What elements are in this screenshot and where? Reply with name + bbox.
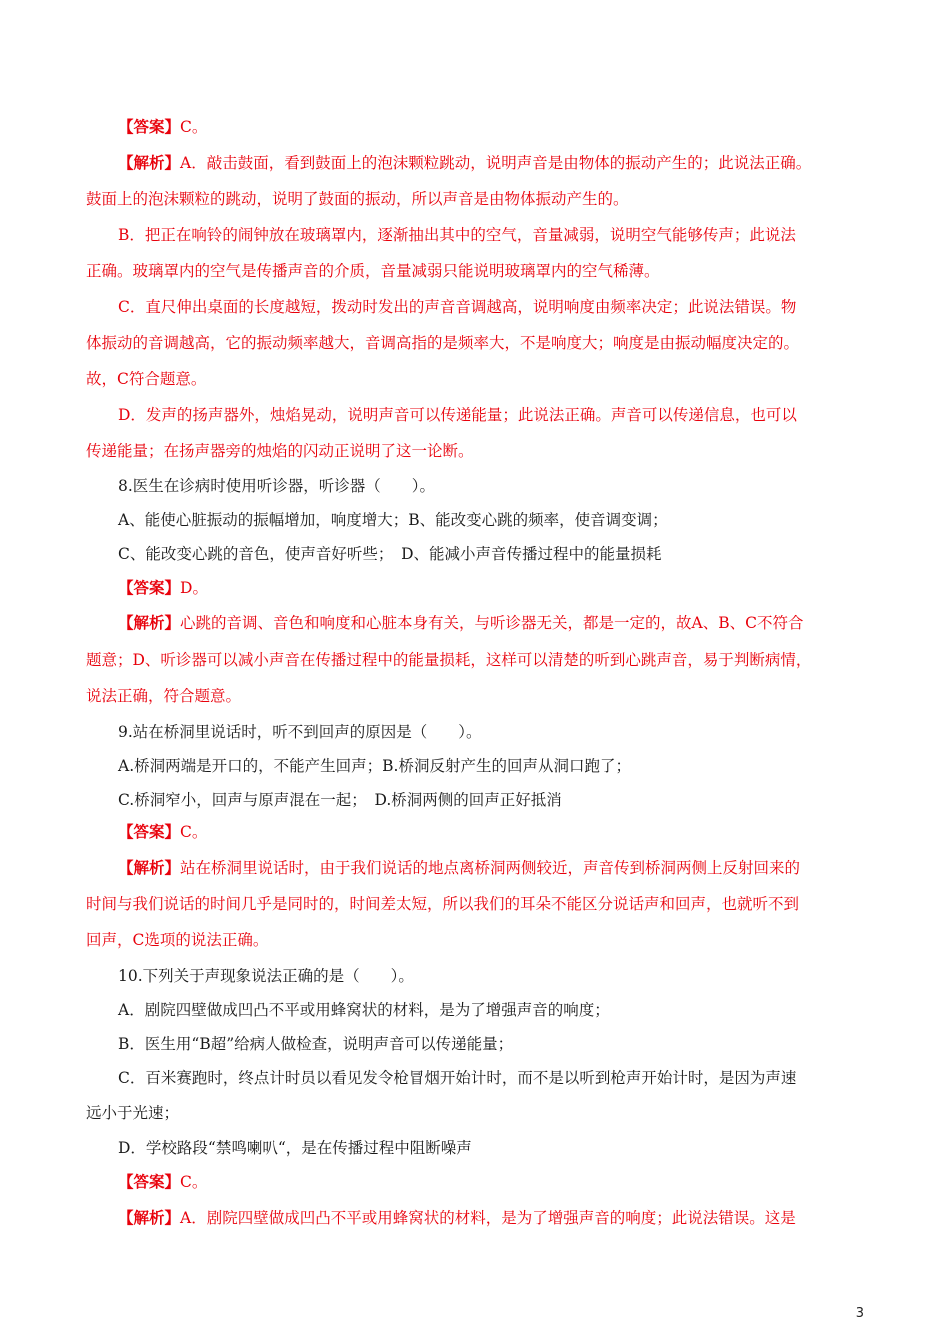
section-label: 【解析】: [118, 613, 181, 632]
line-text: C．直尺伸出桌面的长度越短，拨动时发出的声音音调越高，说明响度由频率决定；此说法错误。物: [118, 298, 797, 316]
text-line: [86, 187, 629, 211]
line-text: 时间与我们说话的时间几乎是同时的，时间差太短，所以我们的耳朵不能区分说话声和回声，也就听不到: [86, 895, 800, 913]
line-text: C。: [180, 1173, 208, 1191]
text-line: [118, 403, 797, 427]
line-text: C。: [180, 823, 208, 841]
text-line: [86, 331, 799, 355]
text-line: [118, 223, 796, 247]
text-line: [118, 998, 610, 1022]
line-text: A．剧院四壁做成凹凸不平或用蜂窝状的材料，是为了增强声音的响度；此说法错误。这是: [180, 1209, 796, 1227]
line-text: B．把正在响铃的闹钟放在玻璃罩内，逐渐抽出其中的空气，音量减弱，说明空气能够传声；此说法: [118, 226, 796, 244]
section-label: 【答案】: [118, 1172, 181, 1191]
line-text: D．发声的扬声器外，烛焰晃动，说明声音可以传递能量；此说法正确。声音可以传递信息，也可以: [118, 406, 797, 424]
page-number: 3: [855, 1306, 864, 1321]
text-line: [86, 1101, 179, 1125]
line-text: 心跳的音调、音色和响度和心脏本身有关，与听诊器无关，都是一定的，故A、B、C不符合: [180, 614, 804, 632]
text-line: [86, 648, 811, 672]
line-text: 回声，C选项的说法正确。: [86, 931, 269, 949]
line-text: 说法正确，符合题意。: [86, 687, 242, 705]
text-line: [86, 367, 206, 391]
text-line: [118, 754, 631, 778]
text-line: [118, 856, 800, 880]
line-text: B．医生用“B超”给病人做检查，说明声音可以传递能量；: [118, 1035, 514, 1053]
text-line: [118, 611, 803, 635]
text-line: [118, 1206, 796, 1230]
line-text: 正确。玻璃罩内的空气是传播声音的介质，音量减弱只能说明玻璃罩内的空气稀薄。: [86, 262, 660, 280]
line-text: D．学校路段“禁鸣喇叭“，是在传播过程中阻断噪声: [118, 1139, 472, 1157]
section-label: 【解析】: [118, 858, 181, 877]
text-line: [118, 964, 414, 988]
line-text: 9.站在桥洞里说话时，听不到回声的原因是（ ）。: [118, 723, 482, 741]
text-line: [118, 720, 482, 744]
line-text: A．剧院四壁做成凹凸不平或用蜂窝状的材料，是为了增强声音的响度；: [118, 1001, 610, 1019]
section-label: 【答案】: [118, 578, 181, 597]
line-text: C。: [180, 118, 208, 136]
line-text: A、能使心脏振动的振幅增加，响度增大；B、能改变心跳的频率，使音调变调；: [118, 511, 668, 529]
text-line: [118, 474, 435, 498]
text-line: [118, 115, 207, 139]
text-line: [118, 295, 796, 319]
line-text: C.桥洞窄小，回声与原声混在一起； D.桥洞两侧的回声正好抵消: [118, 791, 562, 809]
text-line: [86, 259, 660, 283]
line-text: C、能改变心跳的音色，使声音好听些； D、能减小声音传播过程中的能量损耗: [118, 545, 662, 563]
text-line: [118, 1066, 796, 1090]
line-text: 传递能量；在扬声器旁的烛焰的闪动正说明了这一论断。: [86, 442, 474, 460]
line-text: C．百米赛跑时，终点计时员以看见发令枪冒烟开始计时，而不是以听到枪声开始计时，是因为声速: [118, 1069, 797, 1087]
line-text: 10.下列关于声现象说法正确的是（ ）。: [118, 967, 414, 985]
line-text: A.桥洞两端是开口的，不能产生回声；B.桥洞反射产生的回声从洞口跑了；: [118, 757, 631, 775]
section-label: 【答案】: [118, 822, 181, 841]
section-label: 【答案】: [118, 117, 181, 136]
text-line: [118, 151, 811, 175]
line-text: A．敲击鼓面，看到鼓面上的泡沫颗粒跳动，说明声音是由物体的振动产生的；此说法正确。: [180, 154, 812, 172]
text-line: [118, 788, 562, 812]
line-text: 远小于光速；: [86, 1104, 180, 1122]
text-line: [118, 542, 662, 566]
text-line: [118, 1136, 472, 1160]
text-line: [118, 576, 208, 600]
text-line: [86, 928, 268, 952]
text-line: [118, 1170, 207, 1194]
text-line: [118, 508, 668, 532]
line-text: 站在桥洞里说话时，由于我们说话的地点离桥洞两侧较近，声音传到桥洞两侧上反射回来的: [180, 859, 801, 877]
section-label: 【解析】: [118, 153, 181, 172]
line-text: 故，C符合题意。: [86, 370, 207, 388]
text-line: [86, 892, 799, 916]
section-label: 【解析】: [118, 1208, 181, 1227]
text-line: [86, 439, 474, 463]
line-text: 体振动的音调越高，它的振动频率越大，音调高指的是频率大，不是响度大；响度是由振动幅度决定的。: [86, 334, 800, 352]
text-line: [118, 1032, 513, 1056]
text-line: [118, 820, 207, 844]
line-text: 8.医生在诊病时使用听诊器，听诊器（ ）。: [118, 477, 436, 495]
text-line: [86, 684, 241, 708]
line-text: 鼓面上的泡沫颗粒的跳动，说明了鼓面的振动，所以声音是由物体振动产生的。: [86, 190, 629, 208]
line-text: D。: [180, 579, 208, 597]
line-text: 题意；D、听诊器可以减小声音在传播过程中的能量损耗，这样可以清楚的听到心跳声音，易于判断病情，: [86, 651, 812, 669]
